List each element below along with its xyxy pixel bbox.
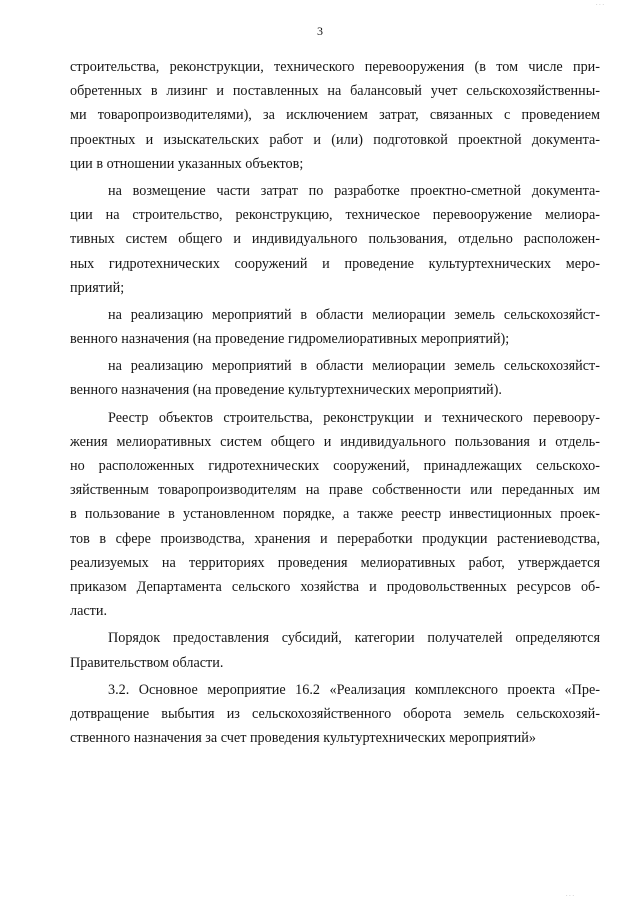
text-line: строительства, реконструкции, технического перевооружения (в том числе при- [70,59,600,75]
document-body [70,55,600,750]
paragraph-1 [70,55,600,176]
scan-speck-top: · · · [596,2,604,8]
text-line: в пользование в установленном порядке, а также реестр инвестиционных проек- [70,506,600,523]
text-line: жения мелиоративных систем общего и индивидуального пользования и отдель- [70,433,600,450]
text-line: 3.2. Основное мероприятие 16.2 «Реализация комплексного проекта «Пре- [108,681,600,698]
paragraph-6 [70,626,600,674]
text-line: на реализацию мероприятий в области мелиорации земель сельскохозяйст- [108,358,600,375]
text-line: Правительством области. [70,654,224,671]
text-line: зяйственным товаропроизводителям на праве собственности или переданных им [70,482,600,499]
paragraph-2 [70,179,600,300]
text-line: приятий; [70,279,125,296]
paragraph-4 [70,354,600,402]
text-line: на возмещение части затрат по разработке проектно-сметной документа- [108,182,600,199]
text-line: ственного назначения за счет проведения культуртехнических мероприятий» [70,730,536,747]
paragraph-5 [70,406,600,624]
text-line: реализуемых на территориях проведения мелиоративных работ, утверждается [70,554,600,571]
text-line: ции на строительство, реконструкцию, техническое перевооружение мелиора- [70,207,600,224]
text-line: ции в отношении указанных объектов; [70,155,304,172]
scan-speck-bottom: · · · [566,893,574,899]
text-line: тов в сфере производства, хранения и переработки продукции растениеводства, [70,530,600,547]
text-line: венного назначения (на проведение культуртехнических мероприятий). [70,382,502,399]
text-line: дотвращение выбытия из сельскохозяйственного оборота земель сельскохозяй- [70,705,600,722]
text-line: Порядок предоставления субсидий, категории получателей определяются [108,630,600,647]
text-line: обретенных в лизинг и поставленных на балансовый учет сельскохозяйственны- [70,83,600,100]
text-line: венного назначения (на проведение гидромелиоративных мероприятий); [70,331,510,348]
text-line: проектных и изыскательских работ и (или) подготовкой проектной документа- [70,131,600,148]
text-line: но расположенных гидротехнических сооружений, принадлежащих сельскохо- [70,458,600,474]
page-number: 3 [317,24,323,38]
text-line: Реестр объектов строительства, реконструкции и технического перевоору- [108,409,600,426]
text-line: тивных систем общего и индивидуального пользования, отдельно расположен- [70,231,600,248]
text-line: ных гидротехнических сооружений и проведение культуртехнических меро- [70,255,600,272]
text-line: приказом Департамента сельского хозяйства и продовольственных ресурсов об- [70,578,600,595]
paragraph-3 [70,303,600,351]
paragraph-7 [70,678,600,751]
text-line: ласти. [70,603,108,620]
text-line: на реализацию мероприятий в области мелиорации земель сельскохозяйст- [108,306,600,323]
text-line: ми товаропроизводителями), за исключением затрат, связанных с проведением [70,107,600,124]
